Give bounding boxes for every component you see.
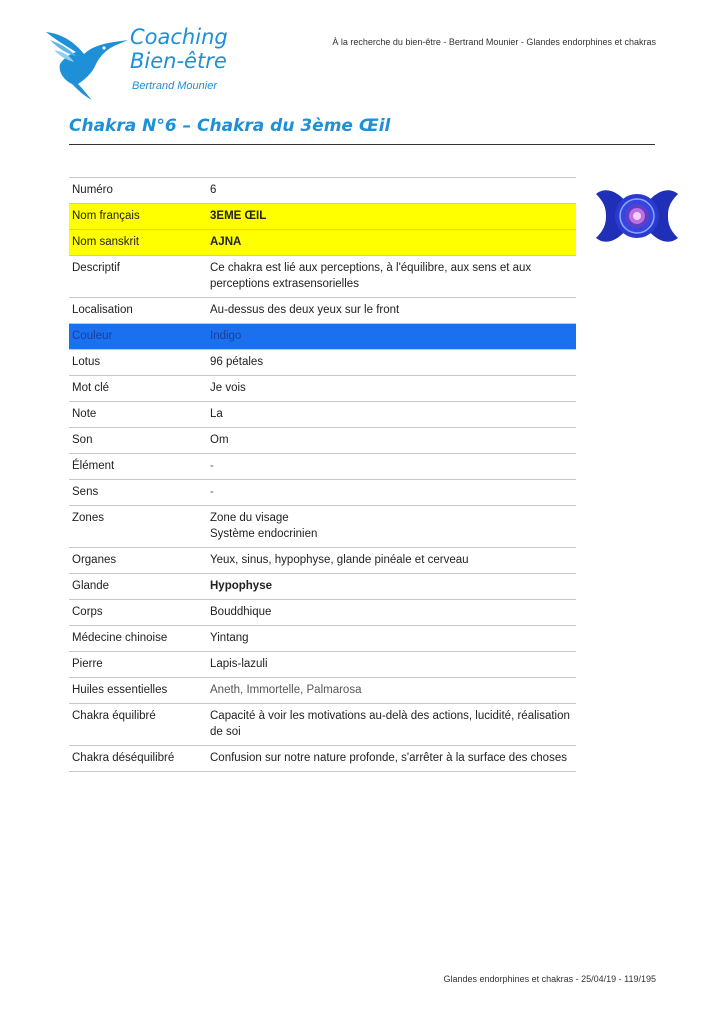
table-row (69, 600, 576, 626)
row-label: Médecine chinoise (69, 626, 207, 652)
running-header: À la recherche du bien-être - Bertrand Mounier - Glandes endorphines et chakras (332, 37, 656, 47)
row-label: Couleur (69, 324, 207, 350)
table-row (69, 626, 576, 652)
row-label: Son (69, 428, 207, 454)
row-value: La (207, 402, 576, 428)
row-value: Bouddhique (207, 600, 576, 626)
row-value: 96 pétales (207, 350, 576, 376)
logo-author: Bertrand Mounier (132, 80, 217, 92)
row-value: 3EME ŒIL (207, 204, 576, 230)
row-label: Mot clé (69, 376, 207, 402)
row-label: Note (69, 402, 207, 428)
table-row (69, 402, 576, 428)
table-row (69, 256, 576, 298)
title-divider (69, 144, 655, 145)
row-value: Capacité à voir les motivations au-delà des actions, lucidité, réalisation de soi (207, 704, 576, 746)
table-row (69, 574, 576, 600)
row-label: Organes (69, 548, 207, 574)
table-row (69, 454, 576, 480)
page-title: Chakra N°6 – Chakra du 3ème Œil (69, 116, 391, 136)
table-row (69, 480, 576, 506)
row-value: - (207, 454, 576, 480)
table-row (69, 324, 576, 350)
row-label: Descriptif (69, 256, 207, 298)
row-label: Lotus (69, 350, 207, 376)
row-label: Corps (69, 600, 207, 626)
logo (44, 24, 254, 104)
row-value: Au-dessus des deux yeux sur le front (207, 298, 576, 324)
table-row (69, 506, 576, 548)
row-value: Om (207, 428, 576, 454)
logo-title-line2: Bien-être (130, 49, 227, 73)
table-row (69, 178, 576, 204)
row-value: Confusion sur notre nature profonde, s'arrêter à la surface des choses (207, 746, 576, 772)
row-label: Chakra déséquilibré (69, 746, 207, 772)
table-row (69, 548, 576, 574)
table-row (69, 704, 576, 746)
table-row (69, 230, 576, 256)
row-value: Lapis-lazuli (207, 652, 576, 678)
row-value-line: Zone du visage (210, 512, 289, 524)
row-label: Nom français (69, 204, 207, 230)
page-footer: Glandes endorphines et chakras - 25/04/19 - 119/195 (443, 974, 656, 984)
row-value: Aneth, Immortelle, Palmarosa (207, 678, 576, 704)
row-label: Zones (69, 506, 207, 548)
row-value: - (207, 480, 576, 506)
row-value-line: Système endocrinien (210, 528, 318, 540)
row-value: Ce chakra est lié aux perceptions, à l'équilibre, aux sens et aux perceptions extrasensorielles (207, 256, 576, 298)
row-label: Glande (69, 574, 207, 600)
row-value: Je vois (207, 376, 576, 402)
table-row (69, 298, 576, 324)
row-label: Numéro (69, 178, 207, 204)
row-label: Élément (69, 454, 207, 480)
table-row (69, 428, 576, 454)
row-value: Hypophyse (207, 574, 576, 600)
row-label: Nom sanskrit (69, 230, 207, 256)
row-label: Sens (69, 480, 207, 506)
row-value: Yeux, sinus, hypophyse, glande pinéale et cerveau (207, 548, 576, 574)
table-row (69, 376, 576, 402)
row-value: Indigo (207, 324, 576, 350)
row-value: Yintang (207, 626, 576, 652)
row-value: AJNA (207, 230, 576, 256)
hummingbird-icon (44, 24, 134, 102)
row-label: Chakra équilibré (69, 704, 207, 746)
row-label: Pierre (69, 652, 207, 678)
ajna-chakra-icon (592, 180, 682, 252)
row-value: 6 (207, 178, 576, 204)
table-row (69, 678, 576, 704)
table-row (69, 746, 576, 772)
logo-title-line1: Coaching (130, 25, 228, 49)
table-row (69, 350, 576, 376)
table-row (69, 204, 576, 230)
chakra-info-table (69, 177, 576, 772)
table-row (69, 652, 576, 678)
row-label: Localisation (69, 298, 207, 324)
row-value (207, 506, 576, 548)
row-label: Huiles essentielles (69, 678, 207, 704)
